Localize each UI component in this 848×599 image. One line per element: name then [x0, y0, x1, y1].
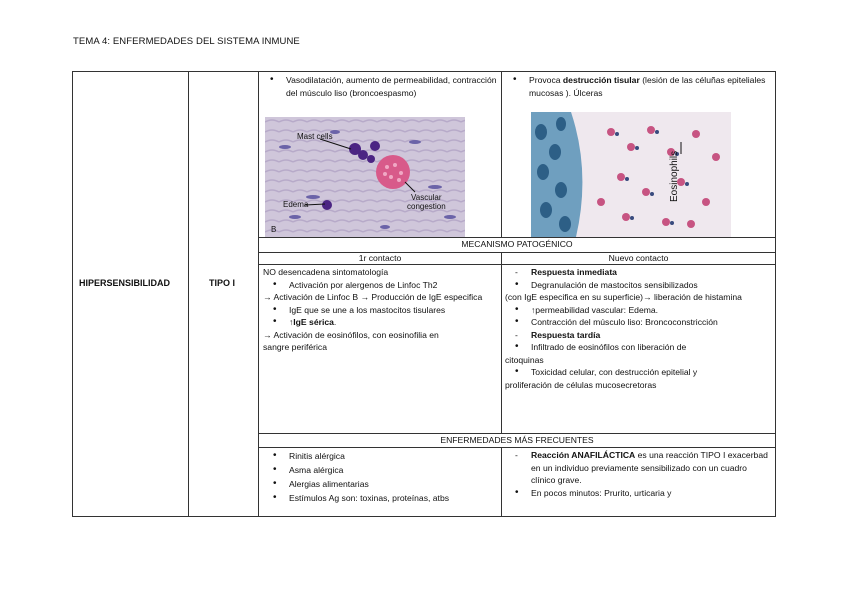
- list-item: • Contracción del músculo liso: Broncoconstricción: [505, 316, 773, 329]
- col-header-nuevo-contacto: Nuevo contacto: [608, 253, 669, 263]
- section-title-mecanismo: MECANISMO PATOGÉNICO: [461, 239, 573, 249]
- list-item: • ↑permeabilidad vascular: Edema.: [505, 304, 773, 317]
- enfermedades-col2: [505, 449, 773, 499]
- row-divider: [258, 237, 775, 238]
- list-item: • Infiltrado de eosinófilos con liberación de: [505, 341, 773, 354]
- col-divider: [501, 252, 502, 433]
- text-line: (con IgE especifica en su superficie)→ liberación de histamina: [505, 292, 742, 302]
- list-item: • Activación por alergenos de Linfoc Th2: [263, 279, 499, 292]
- list-item: • Alergias alimentarias: [263, 477, 499, 491]
- label-vascular: Vascular: [411, 193, 442, 202]
- list-item: • ↑IgE sérica.: [263, 316, 499, 329]
- top-right-cell: [503, 74, 773, 99]
- list-item: • Vasodilatación, aumento de permeabilidad, contracción del músculo liso (broncoespasmo): [260, 74, 498, 99]
- list-item: • Degranulación de mastocitos sensibilizados: [505, 279, 773, 292]
- type-label: TIPO I: [209, 278, 236, 288]
- text-line: → Activación de eosinófilos, con eosinofilia en sangre periférica: [263, 329, 439, 352]
- label-mast-cells: Mast cells: [297, 132, 333, 141]
- list-item: - Reacción ANAFILÁCTICA es una reacción TIPO I exacerbad en un individuo previamente sensibilizado con un cuadro clínico grave.: [505, 449, 773, 487]
- list-item: • Asma alérgica: [263, 463, 499, 477]
- list-item: • Rinitis alérgica: [263, 449, 499, 463]
- eosinophils-micrograph: [531, 112, 731, 237]
- micrograph-drawing: [531, 112, 731, 237]
- micrograph-drawing: [265, 117, 465, 237]
- enfermedades-col1: [263, 449, 499, 505]
- top-left-cell: [260, 74, 498, 99]
- row-divider: [258, 433, 775, 434]
- list-item: • Estímulos Ag son: toxinas, proteínas, atbs: [263, 491, 499, 505]
- nuevo-contacto-cell: [505, 266, 773, 391]
- col-divider: [501, 447, 502, 517]
- list-item: • En pocos minutos: Prurito, urticaria y: [505, 487, 773, 500]
- bold-term: destrucción tisular: [562, 75, 640, 85]
- text-line: citoquinas: [505, 354, 544, 365]
- row-divider: [258, 447, 775, 448]
- list-item: • IgE que se une a los mastocitos tisulares: [263, 304, 499, 317]
- col-divider: [188, 72, 189, 516]
- list-item: - Respuesta tardía: [505, 329, 773, 342]
- hypersensitivity-table: [72, 71, 776, 517]
- label-congestion: congestion: [407, 202, 446, 211]
- section-title-enfermedades: ENFERMEDADES MÁS FRECUENTES: [440, 435, 594, 445]
- text-line: NO desencadena sintomatología: [263, 267, 389, 277]
- primer-contacto-cell: [263, 266, 499, 354]
- list-item: • Toxicidad celular, con destrucción epitelial y: [505, 366, 773, 379]
- list-item: • Provoca destrucción tisular (lesión de las céluñas epiteliales mucosas ). Úlceras: [503, 74, 773, 99]
- mast-cells-micrograph: [265, 117, 465, 237]
- text-line: proliferación de células mucosecretoras: [505, 379, 657, 390]
- label-corner: B: [271, 225, 277, 234]
- col-header-1r-contacto: 1r contacto: [358, 253, 402, 263]
- row-divider: [258, 264, 775, 265]
- list-item: - Respuesta inmediata: [505, 266, 773, 279]
- row-label: HIPERSENSIBILIDAD: [79, 278, 171, 288]
- label-edema: Edema: [283, 200, 309, 209]
- col-divider: [501, 72, 502, 237]
- col-divider: [258, 72, 259, 516]
- text-line: → Activación de Linfoc B → Producción de IgE especifica: [263, 292, 483, 302]
- label-eosinophils: Eosinophils: [669, 150, 680, 202]
- page-header: TEMA 4: ENFERMEDADES DEL SISTEMA INMUNE: [73, 36, 300, 47]
